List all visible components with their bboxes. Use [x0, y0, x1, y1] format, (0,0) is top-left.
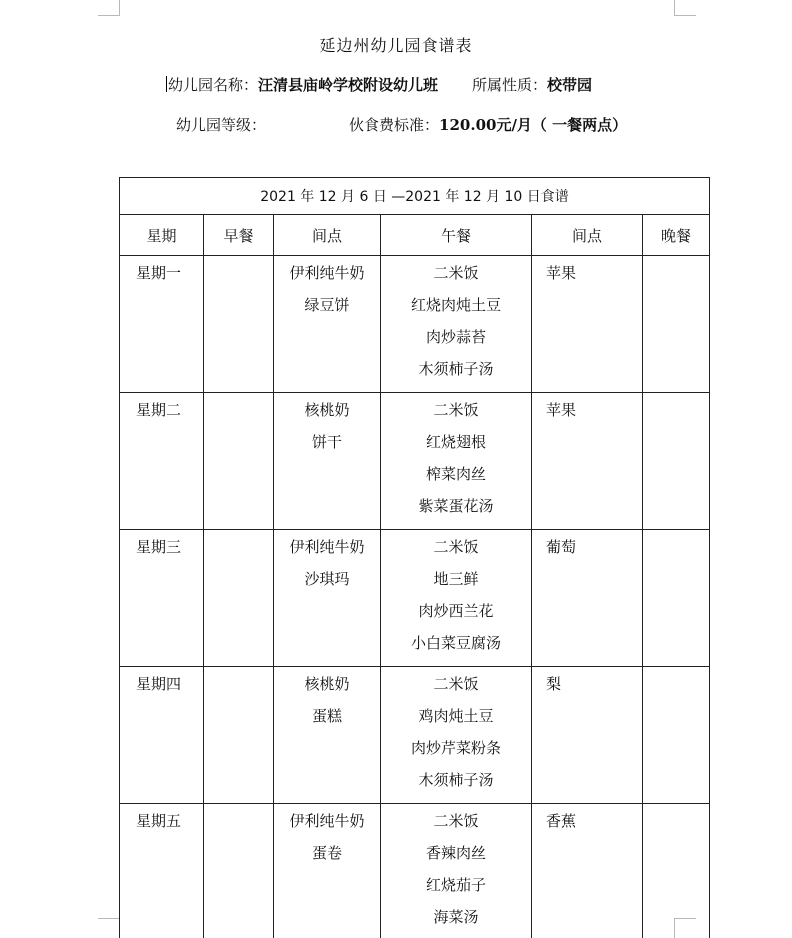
snack-item: 绿豆饼	[304, 296, 350, 314]
grade-label: 幼儿园等级：	[176, 116, 267, 134]
breakfast-cell[interactable]	[204, 530, 274, 667]
lunch-item: 肉炒芹菜粉条	[410, 739, 501, 757]
breakfast-cell[interactable]	[204, 393, 274, 530]
lunch-item: 木须柿子汤	[418, 360, 494, 378]
snack-afternoon-cell[interactable]	[532, 667, 643, 804]
breakfast-cell[interactable]	[204, 667, 274, 804]
dinner-cell[interactable]	[643, 530, 710, 667]
snack-morning-cell[interactable]	[274, 804, 381, 938]
fruit-text: 香蕉	[546, 812, 577, 830]
page-corner-mark-bottom-left	[98, 918, 120, 938]
snack-morning-cell[interactable]	[274, 530, 381, 667]
fruit-text: 梨	[546, 675, 562, 693]
date-range-row	[120, 178, 710, 215]
kindergarten-name-label: 幼儿园名称：	[168, 76, 259, 94]
dinner-cell[interactable]	[643, 804, 710, 938]
dinner-cell[interactable]	[643, 256, 710, 393]
lunch-item: 紫菜蛋花汤	[418, 497, 494, 515]
lunch-item: 二米饭	[433, 401, 479, 419]
weekday-cell[interactable]	[120, 804, 204, 938]
fruit-text: 苹果	[546, 264, 577, 282]
weekday-text: 星期二	[136, 401, 182, 419]
fee-value[interactable]: 120.00元/月（ 一餐两点）	[439, 116, 628, 134]
snack-item: 伊利纯牛奶	[289, 538, 365, 556]
snack-afternoon-cell[interactable]	[532, 530, 643, 667]
page-title: 延边州幼儿园食谱表	[319, 36, 473, 55]
weekday-text: 星期四	[136, 675, 182, 693]
table-row	[120, 393, 710, 530]
weekday-cell[interactable]	[120, 667, 204, 804]
lunch-item: 红烧肉炖土豆	[410, 296, 501, 314]
fruit-text: 葡萄	[546, 538, 577, 556]
snack-morning-cell[interactable]	[274, 256, 381, 393]
lunch-item: 二米饭	[433, 675, 479, 693]
snack-item: 蛋卷	[311, 844, 342, 862]
breakfast-cell[interactable]	[204, 256, 274, 393]
lunch-item: 榨菜肉丝	[425, 465, 486, 483]
lunch-item: 木须柿子汤	[418, 771, 494, 789]
lunch-item: 红烧茄子	[425, 876, 486, 894]
fee-label: 伙食费标准：	[349, 116, 440, 134]
kindergarten-name-value[interactable]: 汪清县庙岭学校附设幼儿班	[258, 76, 439, 94]
snack-afternoon-cell[interactable]	[532, 393, 643, 530]
snack-item: 沙琪玛	[304, 570, 350, 588]
lunch-item: 红烧翅根	[425, 433, 486, 451]
header-snack-morning: 间点	[274, 215, 381, 256]
snack-item: 伊利纯牛奶	[289, 264, 365, 282]
breakfast-cell[interactable]	[204, 804, 274, 938]
snack-afternoon-cell[interactable]	[532, 804, 643, 938]
header-row	[120, 215, 710, 256]
info-line-grade-fee	[176, 114, 627, 135]
lunch-item: 海菜汤	[433, 908, 479, 926]
lunch-item: 二米饭	[433, 264, 479, 282]
nature-value[interactable]: 校带园	[547, 76, 593, 94]
table-row	[120, 530, 710, 667]
table-row	[120, 256, 710, 393]
lunch-item: 小白菜豆腐汤	[410, 634, 501, 652]
lunch-item: 肉炒蒜苔	[425, 328, 486, 346]
weekday-cell[interactable]	[120, 530, 204, 667]
menu-table	[119, 177, 710, 938]
lunch-item: 肉炒西兰花	[418, 602, 494, 620]
snack-morning-cell[interactable]	[274, 393, 381, 530]
lunch-cell[interactable]	[381, 667, 532, 804]
snack-item: 蛋糕	[311, 707, 342, 725]
snack-afternoon-cell[interactable]	[532, 256, 643, 393]
page-corner-mark-top-right	[674, 0, 696, 16]
weekday-cell[interactable]	[120, 393, 204, 530]
dinner-cell[interactable]	[643, 667, 710, 804]
snack-item: 伊利纯牛奶	[289, 812, 365, 830]
header-snack-afternoon: 间点	[532, 215, 643, 256]
info-line-name	[166, 74, 592, 95]
lunch-cell[interactable]	[381, 393, 532, 530]
header-weekday: 星期	[120, 215, 204, 256]
header-dinner: 晚餐	[643, 215, 710, 256]
lunch-cell[interactable]	[381, 530, 532, 667]
dinner-cell[interactable]	[643, 393, 710, 530]
table-row	[120, 804, 710, 938]
table-row	[120, 667, 710, 804]
lunch-item: 鸡肉炖土豆	[418, 707, 494, 725]
header-lunch: 午餐	[381, 215, 532, 256]
weekday-cell[interactable]	[120, 256, 204, 393]
page-corner-mark-top-left	[98, 0, 120, 16]
lunch-cell[interactable]	[381, 804, 532, 938]
lunch-item: 地三鲜	[433, 570, 479, 588]
weekday-text: 星期三	[136, 538, 182, 556]
weekday-text: 星期一	[136, 264, 182, 282]
lunch-item: 二米饭	[433, 812, 479, 830]
header-breakfast: 早餐	[204, 215, 274, 256]
date-range-cell[interactable]: 2021 年 12 月 6 日 —2021 年 12 月 10 日食谱	[120, 178, 710, 215]
lunch-cell[interactable]	[381, 256, 532, 393]
snack-item: 核桃奶	[304, 675, 350, 693]
text-cursor	[166, 76, 167, 92]
nature-label: 所属性质：	[472, 76, 548, 94]
lunch-item: 二米饭	[433, 538, 479, 556]
weekday-text: 星期五	[136, 812, 182, 830]
snack-morning-cell[interactable]	[274, 667, 381, 804]
fruit-text: 苹果	[546, 401, 577, 419]
snack-item: 核桃奶	[304, 401, 350, 419]
snack-item: 饼干	[311, 433, 342, 451]
lunch-item: 香辣肉丝	[425, 844, 486, 862]
